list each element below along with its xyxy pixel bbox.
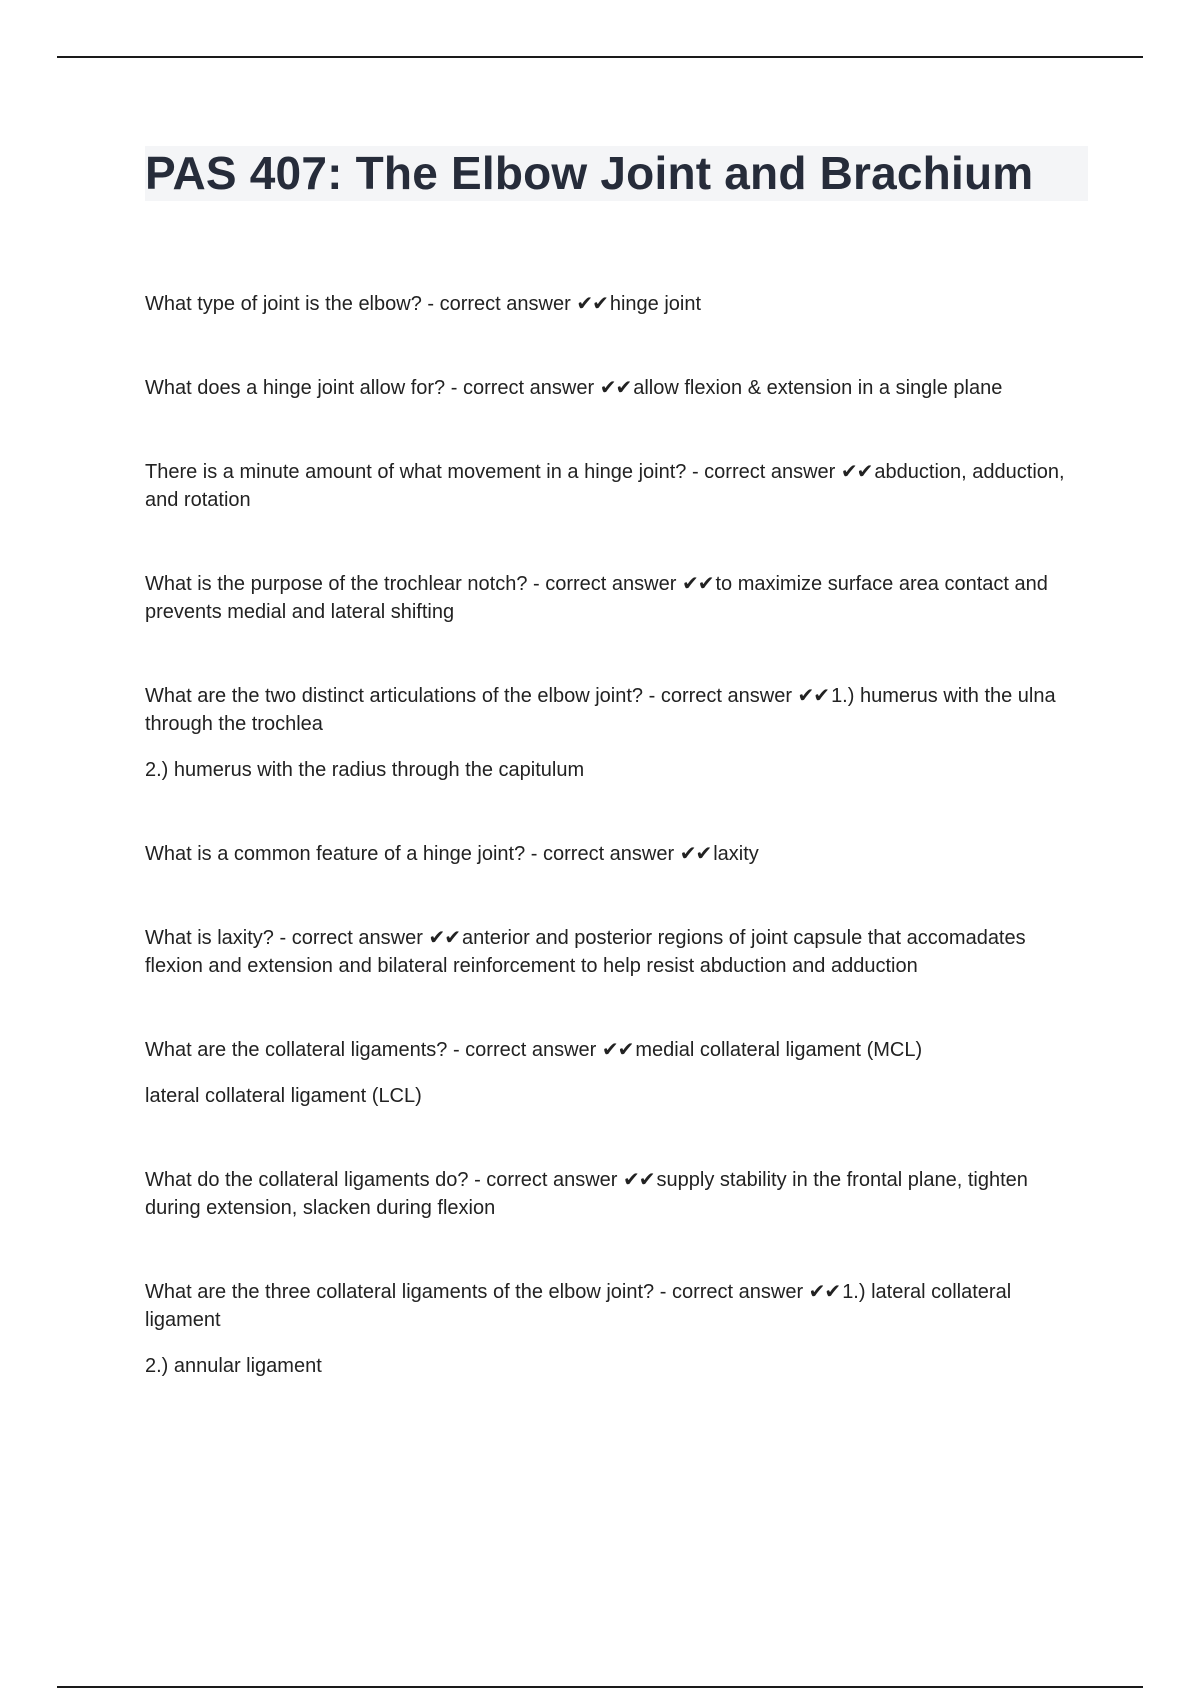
check-icon: ✔✔ — [576, 293, 608, 315]
qa-item — [145, 1166, 1080, 1222]
question-text: What does a hinge joint allow for? — [145, 377, 446, 399]
check-icon: ✔✔ — [428, 927, 460, 949]
question-text: What are the three collateral ligaments of the elbow joint? — [145, 1281, 655, 1303]
answer-marker: - correct answer — [279, 927, 423, 949]
answer-text: abduction, adduction, and rotation — [145, 461, 1065, 511]
qa-question-line — [145, 458, 1080, 514]
check-icon: ✔✔ — [840, 461, 873, 483]
top-divider — [57, 56, 1143, 58]
qa-item — [145, 1278, 1080, 1380]
answer-text: allow flexion & extension in a single plane — [633, 377, 1003, 399]
page-title: PAS 407: The Elbow Joint and Brachium — [145, 147, 1034, 199]
qa-extra-line: 2.) annular ligament — [145, 1355, 322, 1377]
answer-text: anterior and posterior regions of joint capsule that accomadates flexion and extension and bilateral reinforcement to help resist abduction and adduction — [145, 927, 1026, 977]
qa-extra-line: 2.) humerus with the radius through the capitulum — [145, 759, 585, 781]
qa-question-line — [145, 840, 1080, 868]
qa-question-line — [145, 924, 1080, 980]
qa-question-line — [145, 1166, 1080, 1222]
qa-question-line — [145, 1278, 1080, 1334]
answer-marker: - correct answer — [474, 1169, 618, 1191]
question-text: There is a minute amount of what movement in a hinge joint? — [145, 461, 687, 483]
qa-list — [145, 290, 1080, 1436]
answer-text: supply stability in the frontal plane, tighten during extension, slacken during flexion — [145, 1169, 1028, 1219]
check-icon: ✔✔ — [623, 1169, 655, 1191]
answer-text: laxity — [713, 843, 759, 865]
check-icon: ✔✔ — [681, 573, 714, 595]
answer-text: medial collateral ligament (MCL) — [635, 1039, 923, 1061]
check-icon: ✔✔ — [601, 1039, 634, 1061]
answer-marker: - correct answer — [427, 293, 571, 315]
qa-question-line — [145, 1036, 1080, 1064]
answer-marker: - correct answer — [450, 377, 595, 399]
qa-item — [145, 374, 1080, 402]
answer-text: hinge joint — [609, 293, 702, 315]
qa-question-line — [145, 682, 1080, 738]
qa-extra-line: lateral collateral ligament (LCL) — [145, 1085, 422, 1107]
qa-item — [145, 458, 1080, 514]
check-icon: ✔✔ — [808, 1281, 841, 1303]
title-block — [145, 146, 1088, 201]
check-icon: ✔✔ — [797, 685, 830, 707]
qa-item — [145, 290, 1080, 318]
qa-item — [145, 840, 1080, 868]
qa-item — [145, 682, 1080, 784]
answer-marker: - correct answer — [648, 685, 792, 707]
qa-item — [145, 570, 1080, 626]
question-text: What do the collateral ligaments do? — [145, 1169, 469, 1191]
qa-question-line — [145, 290, 1080, 318]
question-text: What is laxity? — [145, 927, 274, 949]
qa-item — [145, 1036, 1080, 1110]
answer-marker: - correct answer — [452, 1039, 597, 1061]
question-text: What is a common feature of a hinge joint? — [145, 843, 526, 865]
qa-item — [145, 924, 1080, 980]
question-text: What type of joint is the elbow? — [145, 293, 422, 315]
question-text: What are the two distinct articulations of the elbow joint? — [145, 685, 644, 707]
answer-marker: - correct answer — [691, 461, 836, 483]
answer-text: to maximize surface area contact and prevents medial and lateral shifting — [145, 573, 1048, 623]
check-icon: ✔✔ — [599, 377, 632, 399]
check-icon: ✔✔ — [679, 843, 712, 865]
qa-question-line — [145, 570, 1080, 626]
answer-text: 1.) humerus with the ulna through the trochlea — [145, 685, 1056, 735]
answer-text: 1.) lateral collateral ligament — [145, 1281, 1012, 1331]
bottom-divider — [57, 1686, 1143, 1688]
answer-marker: - correct answer — [530, 843, 675, 865]
qa-question-line — [145, 374, 1080, 402]
answer-marker: - correct answer — [659, 1281, 804, 1303]
question-text: What is the purpose of the trochlear notch? — [145, 573, 528, 595]
answer-marker: - correct answer — [533, 573, 677, 595]
question-text: What are the collateral ligaments? — [145, 1039, 448, 1061]
